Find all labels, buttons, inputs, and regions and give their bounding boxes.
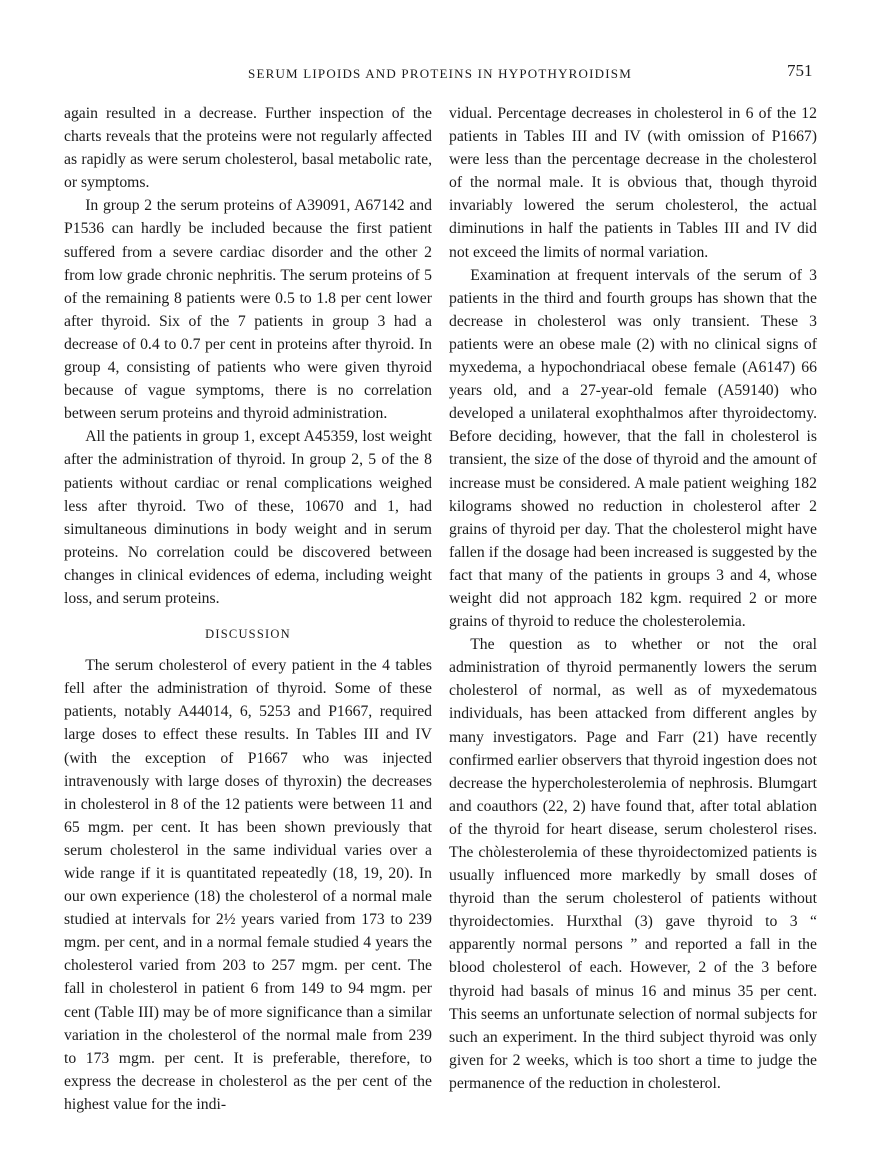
running-title: SERUM LIPOIDS AND PROTEINS IN HYPOTHYROIDISM [248,66,632,81]
left-column [64,102,432,1116]
paragraph: vidual. Percentage decreases in cholesterol in 6 of the 12 patients in Tables III and IV (with omission of P1667) were less than the percentage decrease in the cholesterol of the normal male. It is obvious that, though thyroid invariably lowered the serum cholesterol, the actual diminutions in half the patients in Tables III and IV did not exceed the limits of normal variation. [449,105,817,261]
paragraph: Examination at frequent intervals of the serum of 3 patients in the third and fourth groups has shown that the decrease in cholesterol was only transient. These 3 patients were an obese male (2) with no clinical signs of myxedema, a hypochondriacal obese female (A6147) 66 years old, and a 27-year-old female (A59140) who developed a unilateral exophthalmos after thyroidectomy. Before deciding, however, that the fall in cholesterol is transient, the size of the dose of thyroid and the amount of increase must be considered. A male patient weighing 182 kilograms showed no reduction in cholesterol after 2 grains of thyroid per day. That the cholesterol might have fallen if the dosage had been increased is suggested by the fact that many of the patients in groups 3 and 4, whose weight did not approach 182 kgm. required 2 or more grains of thyroid to reduce the cholesterolemia. [449,266,817,631]
right-column [449,102,817,1095]
paragraph: All the patients in group 1, except A45359, lost weight after the administration of thyroid. In group 2, 5 of the 8 patients without cardiac or renal complications weighed less after thyroid. Two of these, 10670 and 1, had simultaneous diminutions in body weight and in serum proteins. No correlation could be discovered between changes in clinical evidences of edema, including weight loss, and serum proteins. [64,428,432,607]
paragraph: again resulted in a decrease. Further inspection of the charts reveals that the proteins were not regularly affected as rapidly as were serum cholesterol, basal metabolic rate, or symptoms. [64,105,432,192]
paragraph: The serum cholesterol of every patient in the 4 tables fell after the administration of thyroid. Some of these patients, notably A44014, 6, 5253 and P1667, required large doses to effect these results. In Tables III and IV (with the exception of P1667 who was injected intravenously with large doses of thyroxin) the decreases in cholesterol in 8 of the 12 patients were between 11 and 65 mgm. per cent. It has been shown previously that serum cholesterol in the same individual varies over a wide range if it is quantitated repeatedly (18, 19, 20). In our own experience (18) the cholesterol of a normal male studied at intervals for 2½ years varied from 173 to 239 mgm. per cent, and in a normal female studied 4 years the cholesterol varied from 203 to 257 mgm. per cent. The fall in cholesterol in patient 6 from 149 to 94 mgm. per cent (Table III) may be of more significance than a similar variation in the cholesterol of the normal male from 239 to 173 mgm. per cent. It is preferable, therefore, to express the decrease in cholesterol as the per cent of the highest value for the indi- [64,657,432,1113]
paragraph: The question as to whether or not the oral administration of thyroid permanently lowers the serum cholesterol of normal, as well as of myxedematous individuals, has been attacked from different angles by many investigators. Page and Farr (21) have recently confirmed earlier observers that thyroid ingestion does not decrease the hypercholesterolemia of nephrosis. Blumgart and coauthors (22, 2) have found that, after total ablation of the thyroid for heart disease, serum cholesterol rises. The chòlesterolemia of these thyroidectomized patients is usually influenced more markedly by small doses of thyroid than the serum cholesterol of patients without thyroidectomies. Hurxthal (3) gave thyroid to 3 “ apparently normal persons ” and reported a fall in the blood cholesterol of each. However, 2 of the 3 before thyroid had basals of minus 16 and minus 35 per cent. This seems an unfortunate selection of normal subjects for such an experiment. In the third subject thyroid was only given for 2 weeks, which is too short a time to judge the permanence of the reduction in cholesterol. [449,636,817,1092]
page-number: 751 [787,61,813,80]
section-heading-discussion: DISCUSSION [205,627,291,642]
paragraph: In group 2 the serum proteins of A39091, A67142 and P1536 can hardly be included because the first patient suffered from a severe cardiac disorder and the other 2 from low grade chronic nephritis. The serum proteins of 5 of the remaining 8 patients were 0.5 to 1.8 per cent lower after thyroid. Six of the 7 patients in group 3 had a decrease of 0.4 to 0.7 per cent in proteins after thyroid. In group 4, consisting of patients who were given thyroid because of vague symptoms, there is no correlation between serum proteins and thyroid administration. [64,197,432,423]
